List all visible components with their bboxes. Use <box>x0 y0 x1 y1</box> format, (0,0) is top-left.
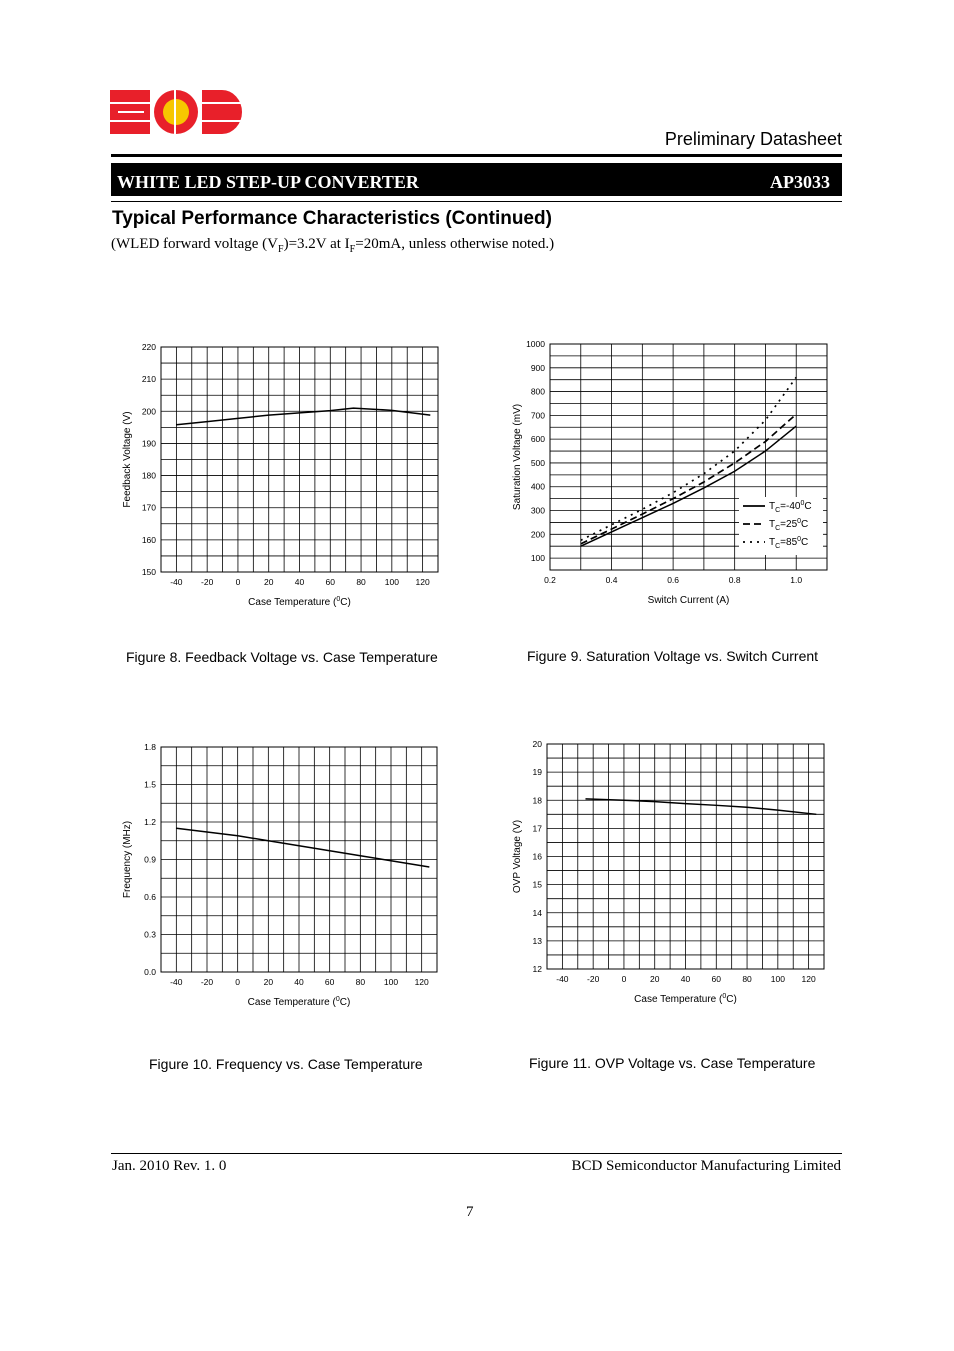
footer-rule <box>111 1153 842 1154</box>
x-tick-label: 80 <box>355 977 366 987</box>
y-tick-label: 18 <box>532 795 542 806</box>
y-tick-label: 190 <box>141 438 156 449</box>
x-tick-label: 60 <box>324 977 335 987</box>
x-tick-label: 0.8 <box>728 575 741 585</box>
y-tick-label: 170 <box>141 502 156 513</box>
x-tick-label: 60 <box>711 974 722 984</box>
x-tick-label: -40 <box>170 977 183 987</box>
y-tick-label: 800 <box>530 386 545 397</box>
y-tick-label: 1.2 <box>144 817 156 827</box>
footer-company: BCD Semiconductor Manufacturing Limited <box>571 1158 841 1174</box>
x-axis-label: Case Temperature ($^0$C) <box>248 596 351 608</box>
x-tick-label: 100 <box>383 977 399 987</box>
x-tick-label: -20 <box>201 577 214 587</box>
y-tick-label: 0.6 <box>144 892 156 902</box>
caption-figure-8: Figure 8. Feedback Voltage vs. Case Temperature <box>126 649 438 665</box>
chart-saturation-voltage <box>500 333 840 618</box>
x-axis-label: Case Temperature ($^0$C) <box>247 996 351 1008</box>
x-tick-label: 60 <box>325 577 336 587</box>
legend-label-1: $T_C=-40^0C$ <box>769 500 812 514</box>
y-axis-label: Feedback Voltage (V) <box>122 411 133 508</box>
part-number: AP3033 <box>770 172 830 192</box>
y-tick-label: 700 <box>530 410 545 421</box>
header-rule <box>111 154 842 157</box>
y-tick-label: 20 <box>532 739 542 749</box>
caption-figure-11: Figure 11. OVP Voltage vs. Case Temperature <box>529 1055 816 1071</box>
x-tick-label: 20 <box>263 577 274 587</box>
x-tick-label: -20 <box>200 977 214 987</box>
chart-feedback-voltage <box>110 335 460 620</box>
y-tick-label: 210 <box>141 374 156 385</box>
page-number: 7 <box>466 1204 474 1220</box>
y-tick-label: 1000 <box>526 339 545 349</box>
y-tick-label: 160 <box>141 534 156 545</box>
product-title: WHITE LED STEP-UP CONVERTER <box>117 172 419 192</box>
legend-label-3: $T_C=85^0C$ <box>769 536 809 550</box>
x-axis-label: Switch Current (A) <box>647 595 730 606</box>
x-tick-label: 120 <box>414 977 429 987</box>
y-tick-label: 500 <box>530 457 545 468</box>
chart-frequency <box>110 735 460 1020</box>
x-tick-label: 80 <box>356 577 366 587</box>
x-tick-label: 100 <box>770 974 785 984</box>
y-tick-label: 100 <box>530 553 545 564</box>
x-tick-label: 0 <box>621 974 627 984</box>
y-tick-label: 12 <box>532 964 542 974</box>
legend-label-2: $T_C=25^0C$ <box>769 518 809 532</box>
x-tick-label: 80 <box>742 974 752 984</box>
caption-figure-9: Figure 9. Saturation Voltage vs. Switch Current <box>527 648 819 664</box>
x-tick-label: 40 <box>294 977 304 987</box>
x-tick-label: -40 <box>556 974 569 984</box>
section-title: Typical Performance Characteristics (Continued) <box>112 208 552 229</box>
x-tick-label: 0 <box>235 577 241 587</box>
x-tick-label: -40 <box>170 577 183 587</box>
x-tick-label: 20 <box>649 974 660 984</box>
y-tick-label: 0.3 <box>144 929 156 940</box>
y-tick-label: 19 <box>532 767 542 778</box>
y-tick-label: 0.9 <box>144 854 156 865</box>
title-underline <box>111 201 842 202</box>
x-axis-label: Case Temperature ($^0$C) <box>634 993 737 1005</box>
y-tick-label: 180 <box>141 470 156 481</box>
logo-letter-d <box>202 90 242 134</box>
y-tick-label: 600 <box>530 434 545 445</box>
caption-figure-10: Figure 10. Frequency vs. Case Temperature <box>149 1056 423 1072</box>
x-tick-label: 0.4 <box>605 575 618 585</box>
y-tick-label: 1.5 <box>144 779 156 790</box>
x-tick-label: 20 <box>263 977 274 987</box>
x-tick-label: 40 <box>680 974 691 984</box>
y-tick-label: 200 <box>141 406 156 417</box>
x-tick-label: 0.2 <box>544 575 556 585</box>
y-tick-label: 14 <box>532 907 542 918</box>
test-condition: (WLED forward voltage $(V_F)=3.2V$ at $I_F=20mA$, unless otherwise noted.) <box>111 236 555 255</box>
y-axis-label: Saturation Voltage (mV) <box>512 403 523 511</box>
y-tick-label: 13 <box>532 935 542 946</box>
y-tick-label: 15 <box>532 879 542 890</box>
x-tick-label: 40 <box>294 577 305 587</box>
y-tick-label: 17 <box>532 823 542 834</box>
y-tick-label: 220 <box>141 342 156 352</box>
bcd-logo <box>110 88 242 136</box>
y-tick-label: 0.0 <box>144 967 156 977</box>
y-axis-label: Frequency (MHz) <box>122 820 133 899</box>
y-tick-label: 400 <box>530 481 545 492</box>
y-tick-label: 900 <box>530 362 545 373</box>
x-tick-label: 100 <box>384 577 399 587</box>
y-tick-label: 150 <box>141 567 156 577</box>
y-tick-label: 300 <box>530 505 545 516</box>
y-tick-label: 1.8 <box>144 742 156 752</box>
y-tick-label: 16 <box>532 851 542 862</box>
doc-type-label: Preliminary Datasheet <box>664 129 842 149</box>
x-tick-label: -20 <box>587 974 600 984</box>
x-tick-label: 1.0 <box>790 575 803 585</box>
y-axis-label: OVP Voltage (V) <box>512 819 523 894</box>
y-tick-label: 200 <box>530 529 545 540</box>
title-bar <box>111 163 842 196</box>
x-tick-label: 0.6 <box>667 575 680 585</box>
chart-ovp-voltage <box>500 733 840 1018</box>
x-tick-label: 120 <box>415 577 430 587</box>
footer-date-revision: Jan. 2010 Rev. 1. 0 <box>112 1158 227 1174</box>
x-tick-label: 0 <box>235 977 241 987</box>
x-tick-label: 120 <box>801 974 816 984</box>
